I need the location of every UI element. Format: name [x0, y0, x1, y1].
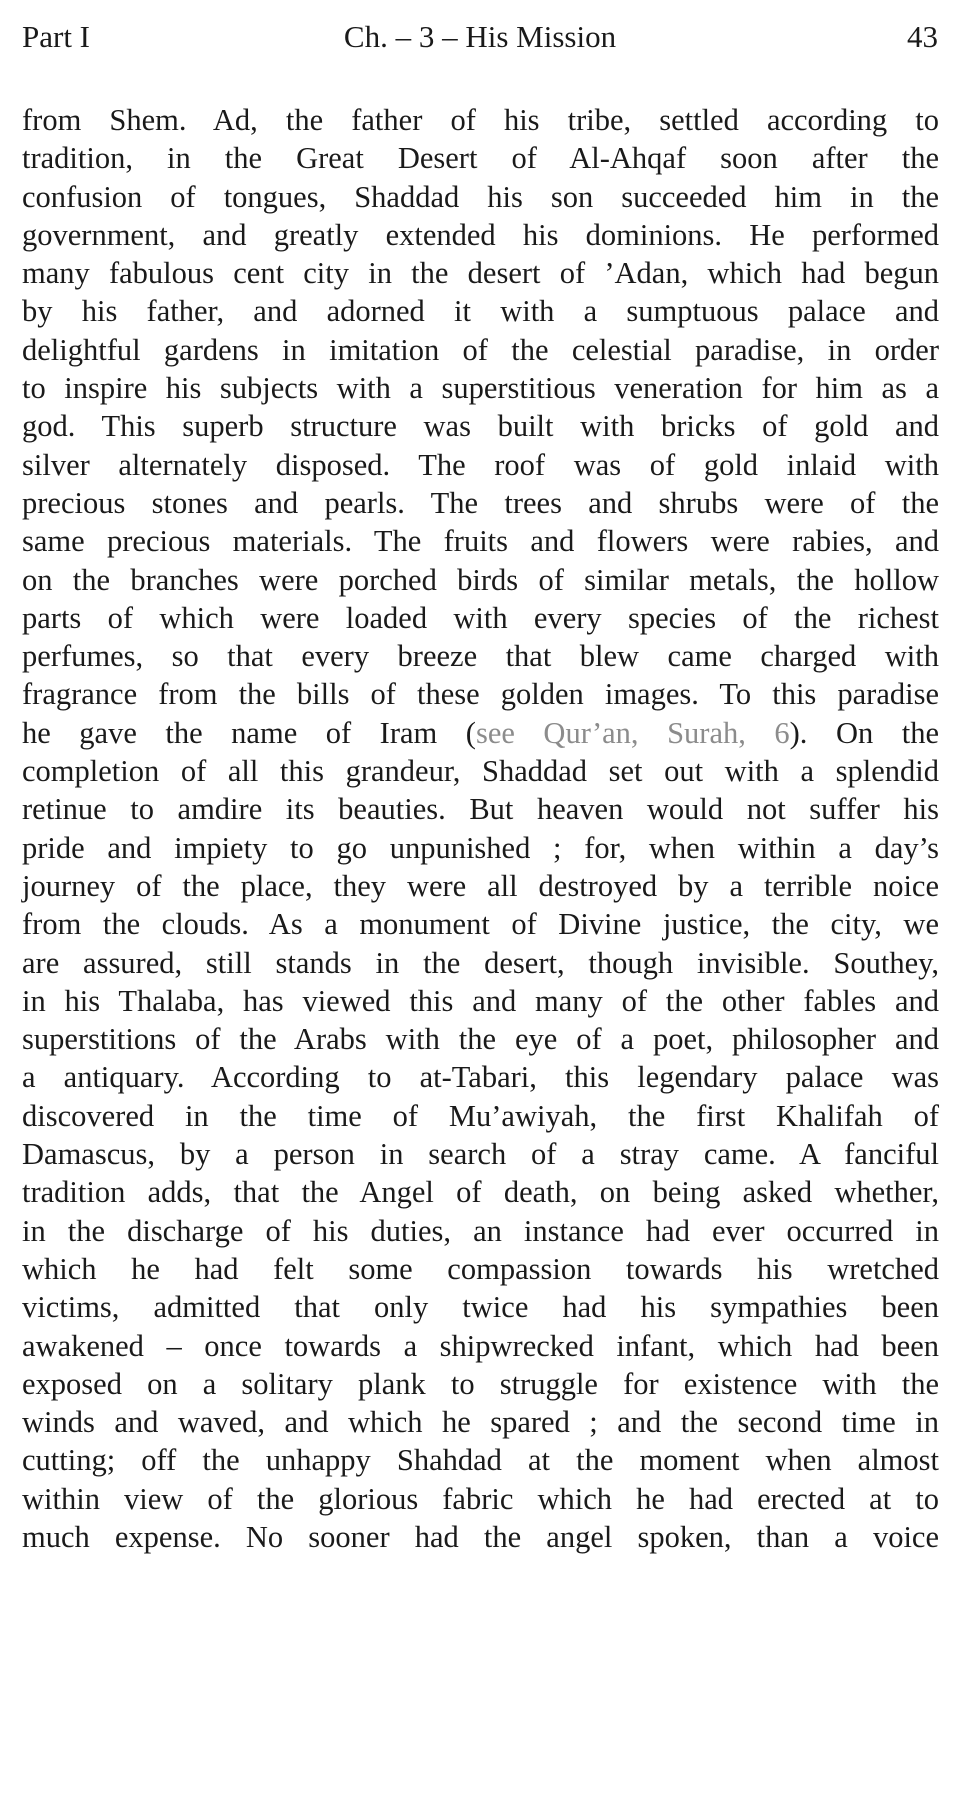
text-line: a antiquary. According to at-Tabari, this legendary palace was [22, 1060, 939, 1095]
text-line: government, and greatly extended his dominions. He performed [22, 217, 939, 252]
text-line: silver alternately disposed. The roof was of gold inlaid with [22, 447, 939, 482]
text-line: parts of which were loaded with every species of the richest [22, 600, 939, 635]
chapter-title: Ch. – 3 – His Mission [343, 19, 617, 54]
text-line: god. This superb structure was built with bricks of gold and [22, 409, 939, 444]
text-line: superstitions of the Arabs with the eye of a poet, philosopher and [22, 1022, 939, 1057]
text-line: fragrance from the bills of these golden images. To this paradise [22, 677, 939, 712]
text-line: to inspire his subjects with a superstitious veneration for him as a [22, 371, 939, 406]
text-line: which he had felt some compassion towards his wretched [22, 1251, 939, 1286]
text-line: are assured, still stands in the desert, though invisible. Southey, [22, 945, 939, 980]
text-line: tradition adds, that the Angel of death, on being asked whether, [22, 1175, 939, 1210]
body-paragraph [22, 101, 939, 1556]
text-line: journey of the place, they were all destroyed by a terrible noice [22, 868, 939, 903]
text-line: on the branches were porched birds of similar metals, the hollow [22, 562, 939, 597]
part-label: Part I [22, 19, 91, 54]
text-line: from the clouds. As a monument of Divine justice, the city, we [22, 907, 939, 942]
text-line-with-reference [22, 714, 939, 752]
text-line: pride and impiety to go unpunished ; for, when within a day’s [22, 830, 939, 865]
text-line: cutting; off the unhappy Shahdad at the moment when almost [22, 1443, 939, 1478]
text-line: same precious materials. The fruits and flowers were rabies, and [22, 524, 939, 559]
text-line: within view of the glorious fabric which he had erected at to [22, 1481, 939, 1516]
text-segment: he gave the name of Iram ( [22, 715, 476, 750]
text-line: Damascus, by a person in search of a stray came. A fanciful [22, 1137, 939, 1172]
text-line: many fabulous cent city in the desert of ’Adan, which had begun [22, 256, 939, 291]
text-line: tradition, in the Great Desert of Al-Ahqaf soon after the [22, 141, 939, 176]
text-line: exposed on a solitary plank to struggle for existence with the [22, 1366, 939, 1401]
text-line: precious stones and pearls. The trees and shrubs were of the [22, 485, 939, 520]
text-line: victims, admitted that only twice had his sympathies been [22, 1290, 939, 1325]
text-line: in the discharge of his duties, an instance had ever occurred in [22, 1213, 939, 1248]
text-line: delightful gardens in imitation of the celestial paradise, in order [22, 332, 939, 367]
quran-reference: see Qur’an, Surah, 6 [475, 715, 790, 750]
text-line: completion of all this grandeur, Shaddad set out with a splendid [22, 754, 939, 789]
text-line: by his father, and adorned it with a sumptuous palace and [22, 294, 939, 329]
text-line: in his Thalaba, has viewed this and many of the other fables and [22, 983, 939, 1018]
text-line: retinue to amdire its beauties. But heaven would not suffer his [22, 792, 939, 827]
text-segment: ). On the [789, 715, 940, 750]
running-header [22, 14, 938, 60]
text-line: winds and waved, and which he spared ; and the second time in [22, 1405, 939, 1440]
page-number: 43 [907, 19, 938, 54]
text-line: confusion of tongues, Shaddad his son succeeded him in the [22, 179, 939, 214]
text-line: from Shem. Ad, the father of his tribe, settled according to [22, 103, 939, 137]
text-line: much expense. No sooner had the angel spoken, than a voice [22, 1519, 939, 1554]
text-line: perfumes, so that every breeze that blew came charged with [22, 639, 939, 674]
text-line: discovered in the time of Mu’awiyah, the first Khalifah of [22, 1098, 939, 1133]
text-line: awakened – once towards a shipwrecked infant, which had been [22, 1328, 939, 1363]
